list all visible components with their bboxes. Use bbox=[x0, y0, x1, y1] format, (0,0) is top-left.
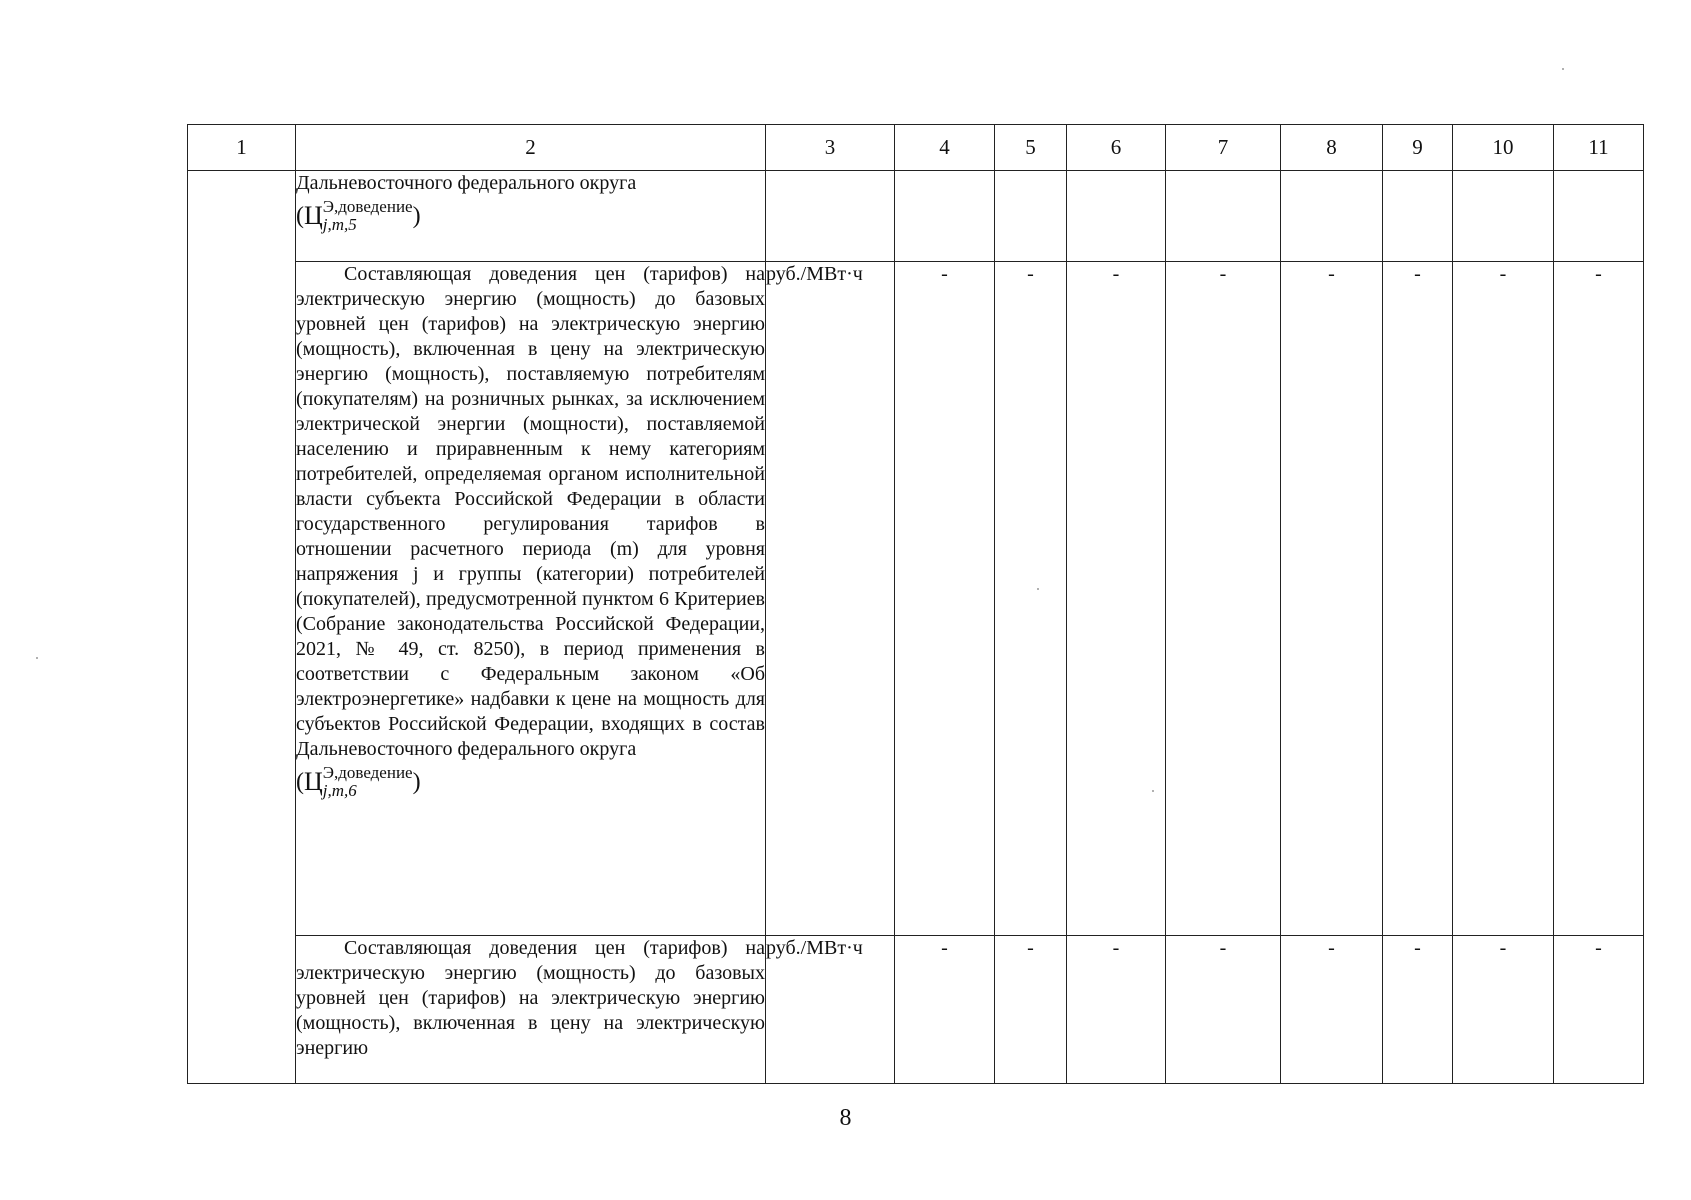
row-number-cell bbox=[188, 171, 296, 1084]
value-cell: - bbox=[1067, 262, 1166, 936]
unit-cell: руб./МВт·ч bbox=[766, 262, 895, 936]
formula-symbol: Ц bbox=[304, 201, 323, 230]
value-cell: - bbox=[1453, 936, 1554, 1084]
description-text: Дальневосточного федерального округа bbox=[296, 172, 637, 194]
formula-subscript: j,m,5 bbox=[322, 215, 357, 234]
value-cell bbox=[1166, 171, 1281, 262]
formula-close: ) bbox=[412, 203, 421, 229]
description-cell bbox=[296, 171, 766, 262]
value-cell: - bbox=[1281, 936, 1383, 1084]
tariff-table bbox=[187, 124, 1644, 1084]
value-cell: - bbox=[1453, 262, 1554, 936]
value-cell: - bbox=[895, 262, 995, 936]
column-number: 11 bbox=[1554, 125, 1644, 171]
column-number: 7 bbox=[1166, 125, 1281, 171]
formula-superscript: Э,доведение bbox=[322, 763, 413, 782]
scan-speck bbox=[36, 657, 38, 659]
description-cell bbox=[296, 262, 766, 936]
formula-open: ( bbox=[296, 203, 304, 229]
value-cell: - bbox=[995, 936, 1067, 1084]
column-number: 8 bbox=[1281, 125, 1383, 171]
value-cell bbox=[895, 171, 995, 262]
formula-close: ) bbox=[412, 769, 421, 795]
column-number: 5 bbox=[995, 125, 1067, 171]
value-cell bbox=[1067, 171, 1166, 262]
value-cell: - bbox=[1554, 936, 1644, 1084]
value-cell: - bbox=[995, 262, 1067, 936]
value-cell: - bbox=[1166, 936, 1281, 1084]
value-cell: - bbox=[895, 936, 995, 1084]
value-cell bbox=[1281, 171, 1383, 262]
description-text: Составляющая доведения цен (тарифов) на электрическую энергию (мощность) до базовых уровней цен (тарифов) на электрическую энергию (мощность), включенная в цену на электрическую энергию bbox=[296, 937, 765, 1059]
value-cell bbox=[1383, 171, 1453, 262]
value-cell: - bbox=[1554, 262, 1644, 936]
column-number: 6 bbox=[1067, 125, 1166, 171]
value-cell: - bbox=[1281, 262, 1383, 936]
price-formula bbox=[296, 198, 421, 234]
value-cell: - bbox=[1067, 936, 1166, 1084]
value-cell: - bbox=[1383, 936, 1453, 1084]
unit-cell: руб./МВт·ч bbox=[766, 936, 895, 1084]
formula-symbol: Ц bbox=[304, 767, 323, 796]
column-number-row bbox=[188, 125, 1644, 171]
table-row bbox=[188, 262, 1644, 936]
description-text: Составляющая доведения цен (тарифов) на электрическую энергию (мощность) до базовых уровней цен (тарифов) на электрическую энергию (мощность), включенная в цену на электрическую энергию (мощность), поставляемую потребителям (покупателям) на розничных рынках, за исключением электрической энергии (мощности), поставляемой населению и приравненным к нему категориям потребителей, определяемая органом исполнительной власти субъекта Российской Федерации в области государственного регулирования тарифов в отношении расчетного периода (m) для уровня напряжения j и группы (категории) потребителей (покупателей), предусмотренной пунктом 6 Критериев (Собрание законодательства Российской Федерации, 2021, № 49, ст. 8250), в период применения в соответствии с Федеральным законом «Об электроэнергетике» надбавки к цене на мощность для субъектов Российской Федерации, входящих в состав Дальневосточного федерального округа bbox=[296, 263, 765, 760]
page-number: 8 bbox=[839, 1105, 852, 1131]
table-row bbox=[188, 171, 1644, 262]
column-number: 2 bbox=[296, 125, 766, 171]
formula-open: ( bbox=[296, 769, 304, 795]
description-cell bbox=[296, 936, 766, 1084]
column-number: 1 bbox=[188, 125, 296, 171]
unit-cell bbox=[766, 171, 895, 262]
column-number: 9 bbox=[1383, 125, 1453, 171]
value-cell bbox=[995, 171, 1067, 262]
column-number: 10 bbox=[1453, 125, 1554, 171]
scan-speck bbox=[1562, 68, 1564, 70]
value-cell bbox=[1554, 171, 1644, 262]
formula-superscript: Э,доведение bbox=[322, 197, 413, 216]
table-row bbox=[188, 936, 1644, 1084]
value-cell: - bbox=[1383, 262, 1453, 936]
column-number: 4 bbox=[895, 125, 995, 171]
formula-subscript: j,m,6 bbox=[322, 781, 357, 800]
price-formula bbox=[296, 764, 421, 800]
value-cell: - bbox=[1166, 262, 1281, 936]
value-cell bbox=[1453, 171, 1554, 262]
column-number: 3 bbox=[766, 125, 895, 171]
